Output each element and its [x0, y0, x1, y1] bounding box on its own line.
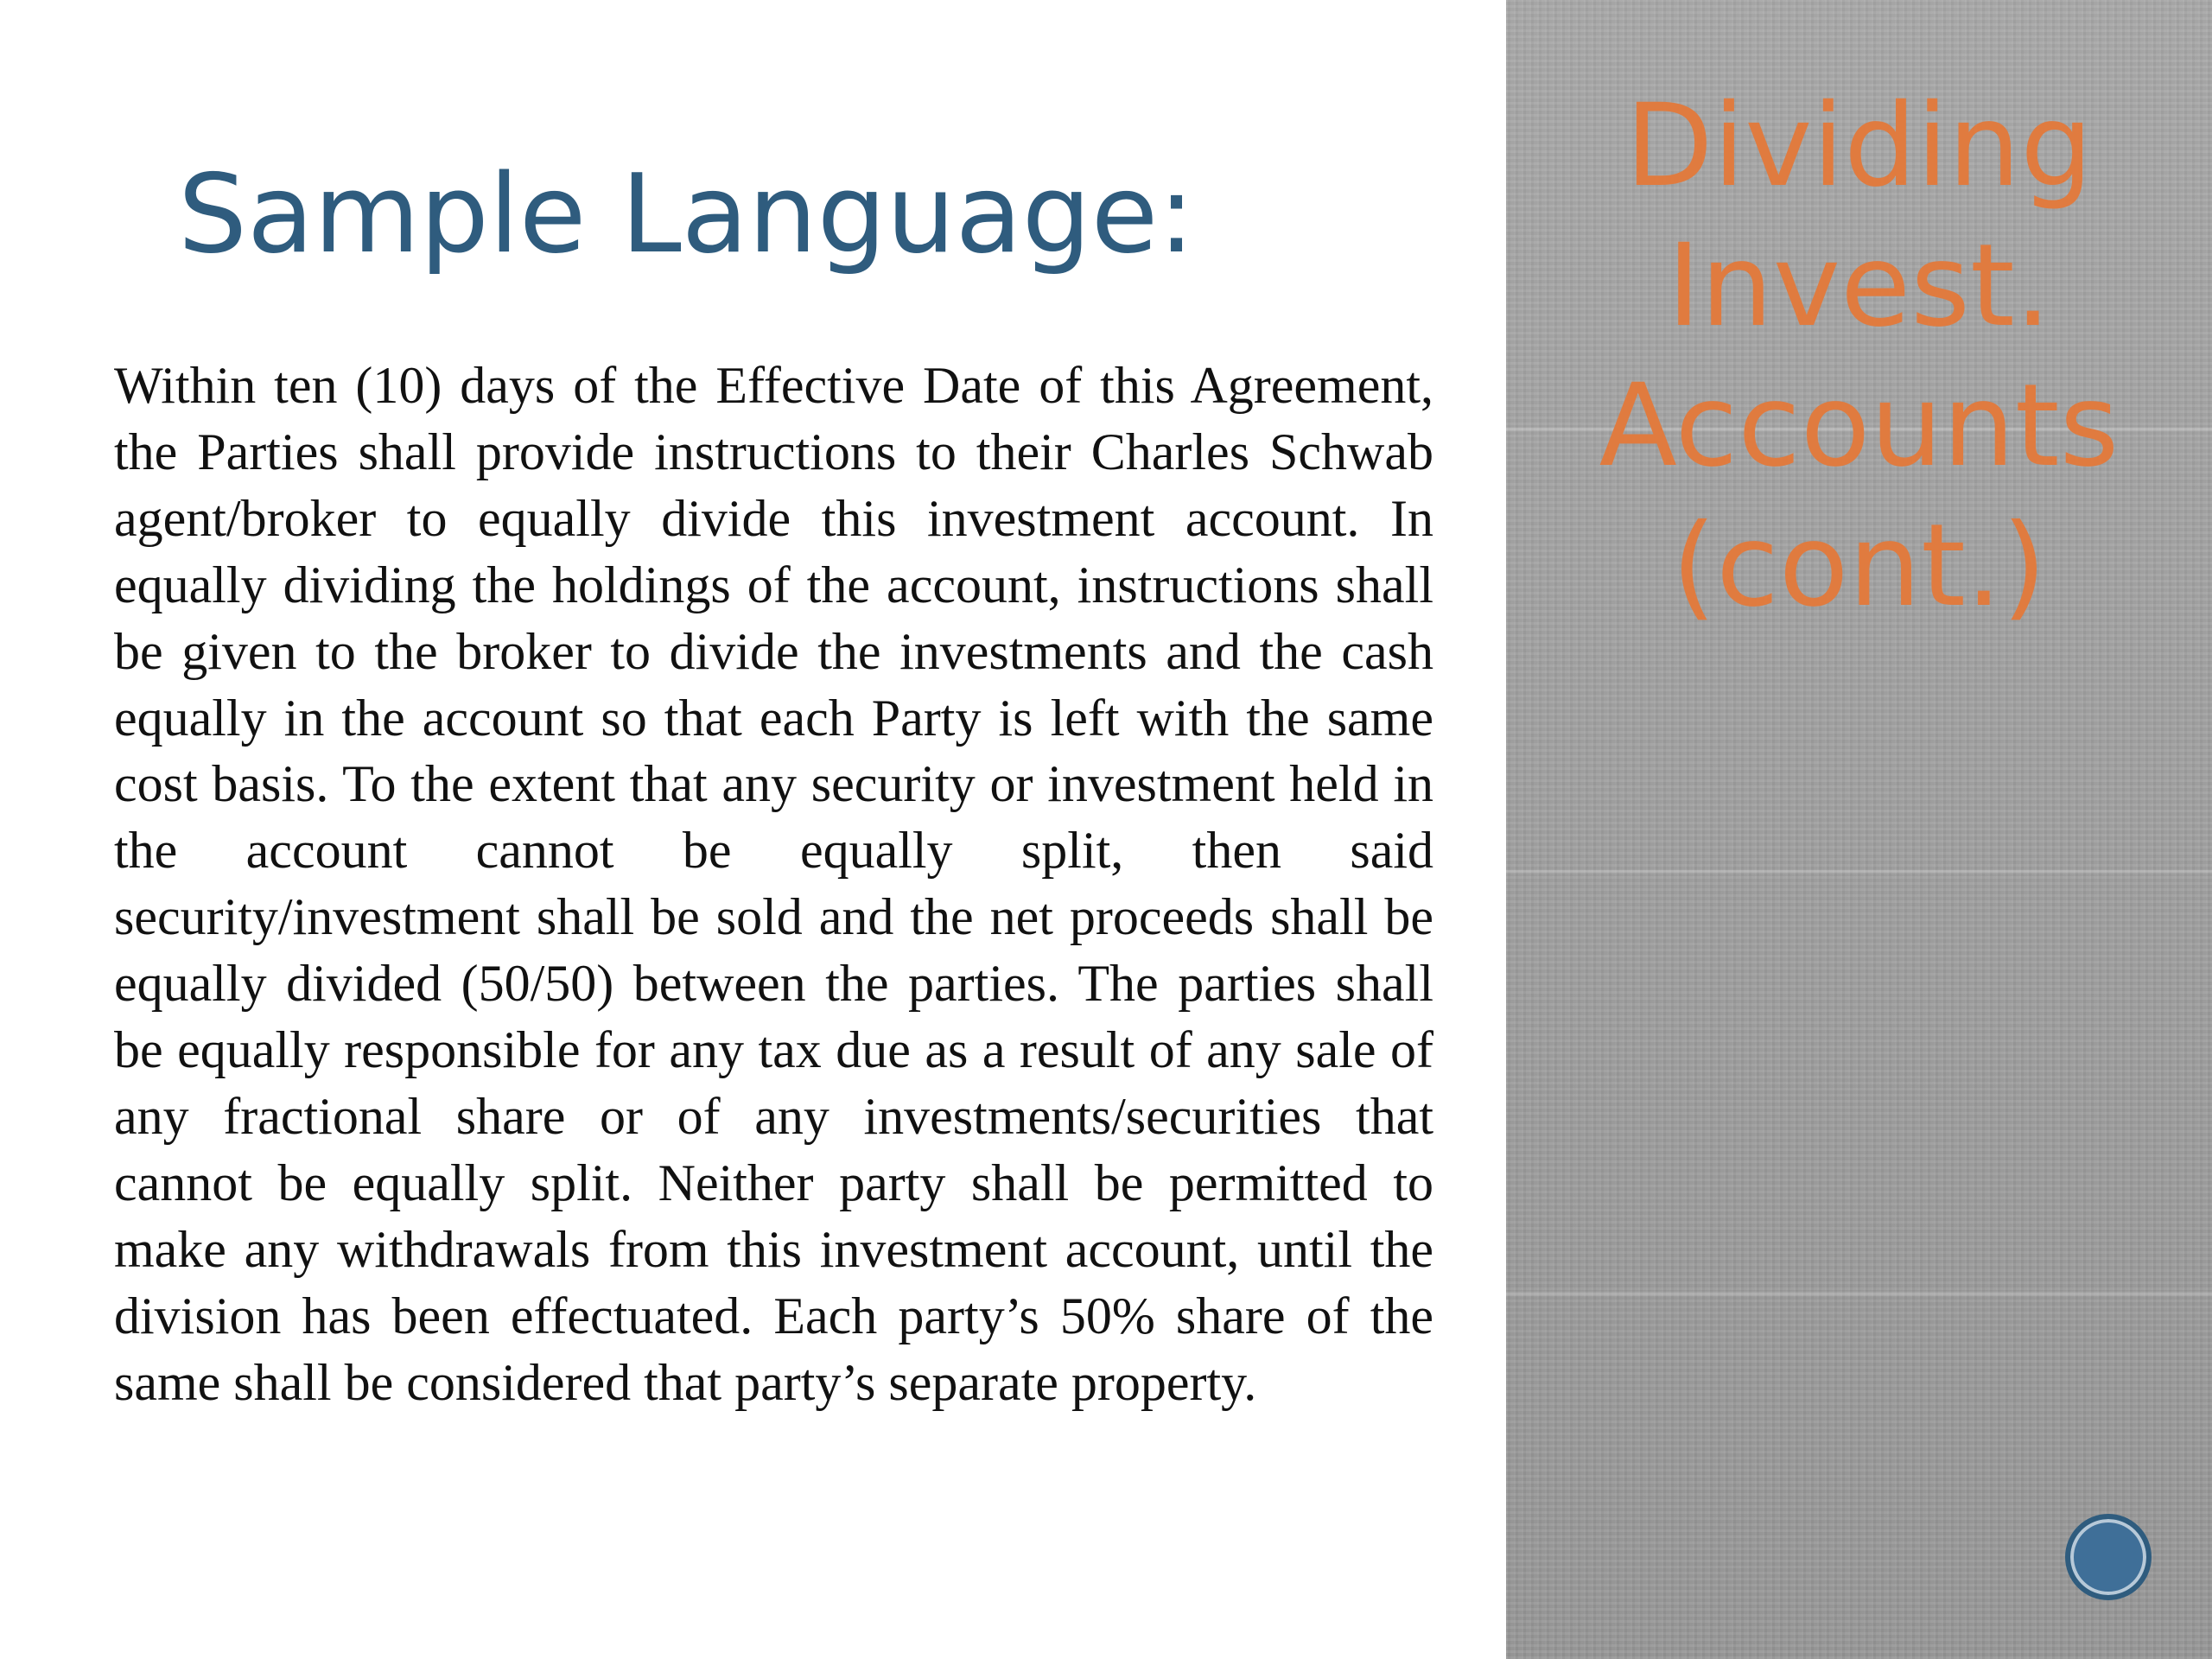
page-title: Sample Language: — [178, 150, 1195, 277]
side-title-line: Accounts — [1599, 359, 2120, 493]
circle-nav-button-icon[interactable] — [2065, 1514, 2152, 1600]
side-panel — [1506, 0, 2212, 1659]
sample-language-paragraph: Within ten (10) days of the Effective Date of this Agreement, the Parties shall provide instructions to their Charles Schwab agent/broker to equally divide this investment account. In equally dividing the holdings of the account, instructions shall be given to the broker to divide the investments and the cash equally in the account so that each Party is left with the same cost basis. To the extent that any security or investment held in the account cannot be equally split, then said security/investment shall be sold and the net proceeds shall be equally divided (50/50) between the parties. The parties shall be equally responsible for any tax due as a result of any sale of any fractional share or of any investments/securities that cannot be equally split. Neither party shall be permitted to make any withdrawals from this investment account, until the division has been effectuated. Each party’s 50% share of the same shall be considered that party’s separate property. — [114, 357, 1433, 1411]
side-title — [1506, 76, 2212, 636]
side-title-line: Dividing — [1624, 79, 2094, 213]
side-title-line: Invest. — [1667, 219, 2051, 353]
side-title-line: (cont.) — [1671, 499, 2047, 632]
